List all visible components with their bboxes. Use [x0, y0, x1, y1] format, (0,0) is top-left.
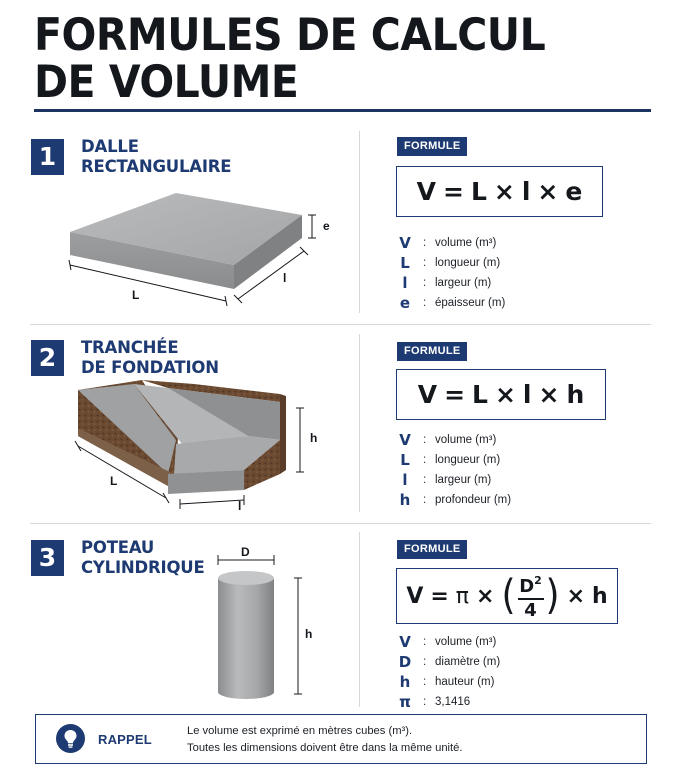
formula-2	[397, 370, 605, 419]
formula-1-term-2: l	[521, 177, 531, 206]
formula-1-op-2: ×	[537, 177, 559, 206]
page-title-line-1: FORMULES DE CALCUL	[34, 8, 546, 61]
section-title-3	[81, 538, 205, 578]
section-number-2: 2	[31, 340, 64, 376]
section-title-1	[81, 137, 231, 177]
section-title-1-line-1: DALLE	[81, 137, 139, 156]
formula-1-op-1: ×	[493, 177, 515, 206]
section-divider	[30, 324, 651, 325]
formula-3-lhs: V	[406, 583, 424, 609]
formula-2-term-1: L	[472, 380, 488, 409]
formula-3-eq: =	[430, 583, 449, 609]
section-title-2-line-2: DE FONDATION	[81, 358, 219, 377]
formula-box-2	[396, 369, 606, 420]
section-number-3: 3	[31, 540, 64, 576]
formula-3-denominator: 4	[524, 600, 537, 621]
formula-2-op-2: ×	[538, 380, 560, 409]
page-title-line-2: DE VOLUME	[34, 55, 299, 108]
formula-1-term-1: L	[470, 177, 487, 206]
formula-3-fraction: ( $D^2$ 4 )	[501, 571, 560, 621]
trench-width-label: l	[238, 499, 242, 513]
formula-3-exponent: 2	[534, 574, 542, 587]
slab-length-label: L	[132, 288, 140, 302]
formula-3-numerator: D	[519, 576, 535, 597]
column-diameter-label: D	[241, 545, 250, 559]
formula-1-term-3: e	[565, 177, 583, 206]
slab-illustration	[58, 185, 348, 310]
formula-2-term-3: h	[566, 380, 585, 409]
formula-pill-3: FORMULE	[397, 540, 467, 559]
column-top-face	[218, 571, 274, 585]
section-divider	[30, 523, 651, 524]
section-title-2	[81, 338, 219, 378]
trench-illustration	[72, 378, 332, 513]
slab-width-label: l	[283, 271, 287, 285]
column-divider	[359, 334, 360, 512]
reminder-line-1: Le volume est exprimé en mètres cubes (m³).	[187, 725, 413, 737]
trench-length-label: L	[110, 474, 118, 488]
formula-pill-2: FORMULE	[397, 342, 467, 361]
title-underline	[34, 109, 651, 112]
formula-3-op-2: ×	[566, 583, 585, 609]
slab-thickness-label: e	[323, 219, 330, 233]
formula-pill-1: FORMULE	[397, 137, 467, 156]
formula-3-pi: π	[455, 583, 470, 609]
reminder-text	[187, 723, 463, 757]
formula-2-op-1: ×	[494, 380, 516, 409]
column-body	[218, 578, 274, 699]
formula-2-lhs: V	[417, 380, 438, 409]
column-height-label: h	[305, 627, 313, 641]
reminder-label: RAPPEL	[98, 732, 152, 747]
section-title-1-line-2: RECTANGULAIRE	[81, 157, 232, 176]
formula-1-eq: =	[443, 177, 464, 206]
column-divider	[359, 131, 360, 313]
trench-height-label: h	[310, 431, 318, 445]
formula-3-term-3: h	[592, 583, 608, 609]
formula-box-3	[396, 568, 618, 624]
column-divider	[359, 532, 360, 707]
formula-2-term-2: l	[522, 380, 532, 409]
formula-3	[397, 569, 617, 623]
formula-1-lhs: V	[416, 177, 436, 206]
formula-2-eq: =	[444, 380, 466, 409]
trench-front-concrete	[168, 470, 244, 494]
formula-box-1	[396, 166, 603, 217]
section-number-1: 1	[31, 139, 64, 175]
page-title	[34, 8, 654, 108]
section-title-3-line-2: CYLINDRIQUE	[81, 558, 205, 577]
lightbulb-icon	[56, 724, 85, 753]
formula-3-op-1: ×	[476, 583, 495, 609]
section-title-3-line-1: POTEAU	[81, 538, 155, 557]
section-title-2-line-1: TRANCHÉE	[81, 338, 179, 357]
column-illustration	[206, 548, 316, 708]
formula-1	[397, 167, 602, 216]
reminder-line-2: Toutes les dimensions doivent être dans la même unité.	[187, 742, 463, 754]
